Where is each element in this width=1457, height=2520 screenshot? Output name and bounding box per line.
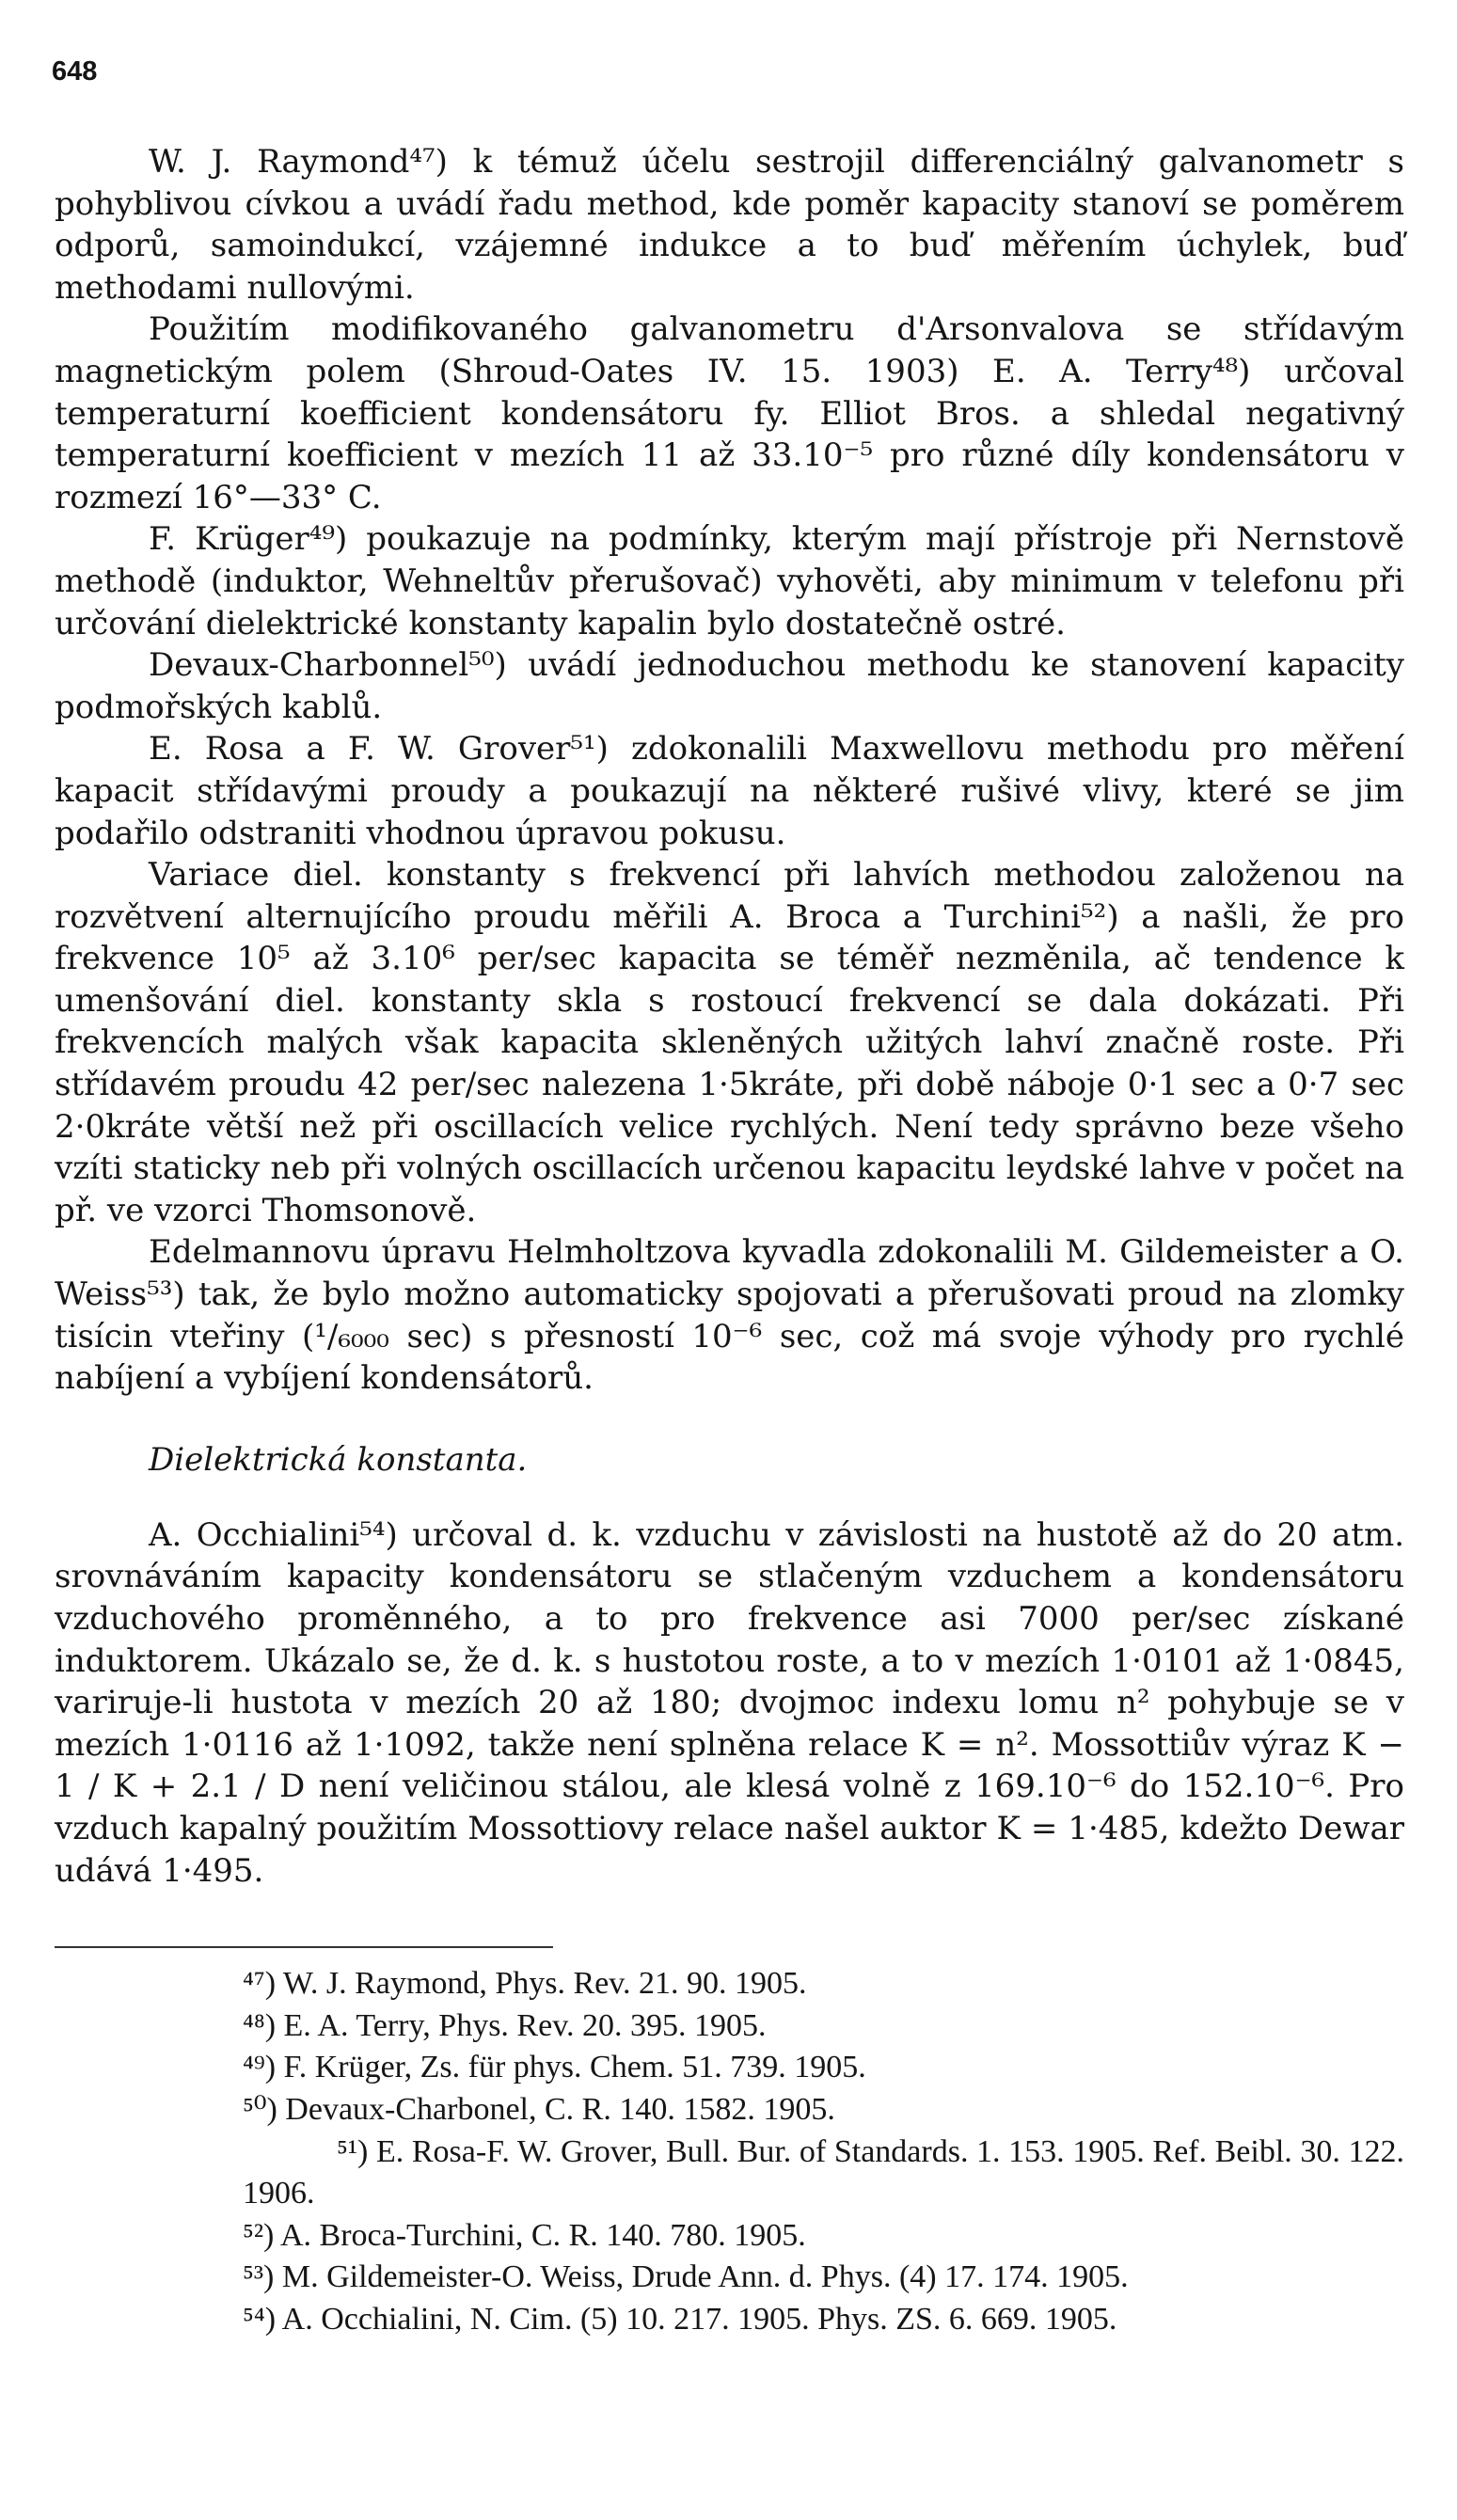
footnote-51: ⁵¹) E. Rosa-F. W. Grover, Bull. Bur. of Standards. 1. 153. 1905. Ref. Beibl. 30. 122. 1906. <box>243 2133 1404 2211</box>
paragraph-devaux: Devaux-Charbonnel⁵⁰) uvádí jednoduchou methodu ke stanovení kapacity podmořských kablů. <box>55 646 1404 726</box>
paragraph-gildemeister-weiss: Edelmannovu úpravu Helmholtzova kyvadla zdokonalili M. Gildemeister a O. Weiss⁵³) tak, že bylo možno automaticky spojovati a přerušovati proud na zlomky tisícin vteřiny (¹/₆₀₀₀ sec) s přesností 10⁻⁶ sec, což má svoje výhody pro rychlé nabíjení a vybíjení kondensátorů. <box>55 1233 1404 1398</box>
main-text <box>55 141 1404 2341</box>
footnote-48: ⁴⁸) E. A. Terry, Phys. Rev. 20. 395. 1905. <box>243 2007 767 2043</box>
footnote-53: ⁵³) M. Gildemeister-O. Weiss, Drude Ann. d. Phys. (4) 17. 174. 1905. <box>243 2259 1129 2295</box>
paragraph-occhialini: A. Occhialini⁵⁴) určoval d. k. vzduchu v závislosti na hustotě až do 20 atm. srovnáváním kapacity kondensátoru se stlačeným vzduchem a kondensátoru vzduchového proměnného, a to pro frekvence asi 7000 per/sec získané induktorem. Ukázalo se, že d. k. s hustotou roste, a to v mezích 1·0101 až 1·0845, variruje-li hustota v mezích 20 až 180; dvojmoc indexu lomu n² pohybuje se v mezích 1·0116 až 1·1092, takže není splněna relace K = n². Mossottiův výraz K − 1 / K + 2.1 / D není veličinou stálou, ale klesá volně z 169.10⁻⁶ do 152.10⁻⁶. Pro vzduch kapalný použitím Mossottiovy relace našel auktor K = 1·485, kdežto Dewar udává 1·495. <box>55 1515 1404 1890</box>
footnote-52: ⁵²) A. Broca-Turchini, C. R. 140. 780. 1905. <box>243 2217 806 2253</box>
footnote-50: ⁵⁰) Devaux-Charbonel, C. R. 140. 1582. 1905. <box>243 2091 835 2127</box>
paragraph-terry: Použitím modifikovaného galvanometru d'Arsonvalova se střídavým magnetickým polem (Shroud-Oates IV. 15. 1903) E. A. Terry⁴⁸) určoval temperaturní koefficient kondensátoru fy. Elliot Bros. a shledal negativný temperaturní koefficient v mezích 11 až 33.10⁻⁵ pro různé díly kondensátoru v rozmezí 16°—33° C. <box>55 310 1404 516</box>
footnote-divider <box>55 1946 553 1948</box>
page-number: 648 <box>52 56 98 87</box>
paragraph-rosa-grover: E. Rosa a F. W. Grover⁵¹) zdokonalili Maxwellovu methodu pro měření kapacit střídavými proudy a poukazují na některé rušivé vlivy, které se jim podařilo odstraniti vhodnou úpravou pokusu. <box>55 730 1404 852</box>
paragraph-broca-turchini: Variace diel. konstanty s frekvencí při lahvích methodou založenou na rozvětvení alternujícího proudu měřili A. Broca a Turchini⁵²) a našli, že pro frekvence 10⁵ až 3.10⁶ per/sec kapacita se téměř nezměnila, ač tendence k umenšování diel. konstanty skla s rostoucí frekvencí se dala dokázati. Při frekvencích malých však kapacita skleněných užitých lahví značně roste. Při střídavém proudu 42 per/sec nalezena 1·5kráte, při době náboje 0·1 sec a 0·7 sec 2·0kráte větší než při oscillacích velice rychlých. Není tedy správno beze všeho vzíti staticky neb při volných oscillacích určenou kapacitu leydské lahve v počet na př. ve vzorci Thomsonově. <box>55 856 1404 1229</box>
paragraph-raymond: W. J. Raymond⁴⁷) k témuž účelu sestrojil differenciálný galvanometr s pohyblivou cívkou a uvádí řadu method, kde poměr kapacity stanoví se poměrem odporů, samoindukcí, vzájemné indukce a to buď měřením úchylek, buď methodami nullovými. <box>55 143 1404 307</box>
section-heading: Dielektrická konstanta. <box>149 1440 528 1479</box>
footnotes <box>149 1963 1404 2340</box>
footnote-47: ⁴⁷) W. J. Raymond, Phys. Rev. 21. 90. 1905. <box>243 1966 807 2002</box>
footnote-54: ⁵⁴) A. Occhialini, N. Cim. (5) 10. 217. 1905. Phys. ZS. 6. 669. 1905. <box>243 2301 1117 2337</box>
paragraph-kruger: F. Krüger⁴⁹) poukazuje na podmínky, kterým mají přístroje při Nernstově methodě (induktor, Wehneltův přerušovač) vyhověti, aby minimum v telefonu při určování dielektrické konstanty kapalin bylo dostatečně ostré. <box>55 520 1404 642</box>
footnote-49: ⁴⁹) F. Krüger, Zs. für phys. Chem. 51. 739. 1905. <box>243 2050 866 2085</box>
